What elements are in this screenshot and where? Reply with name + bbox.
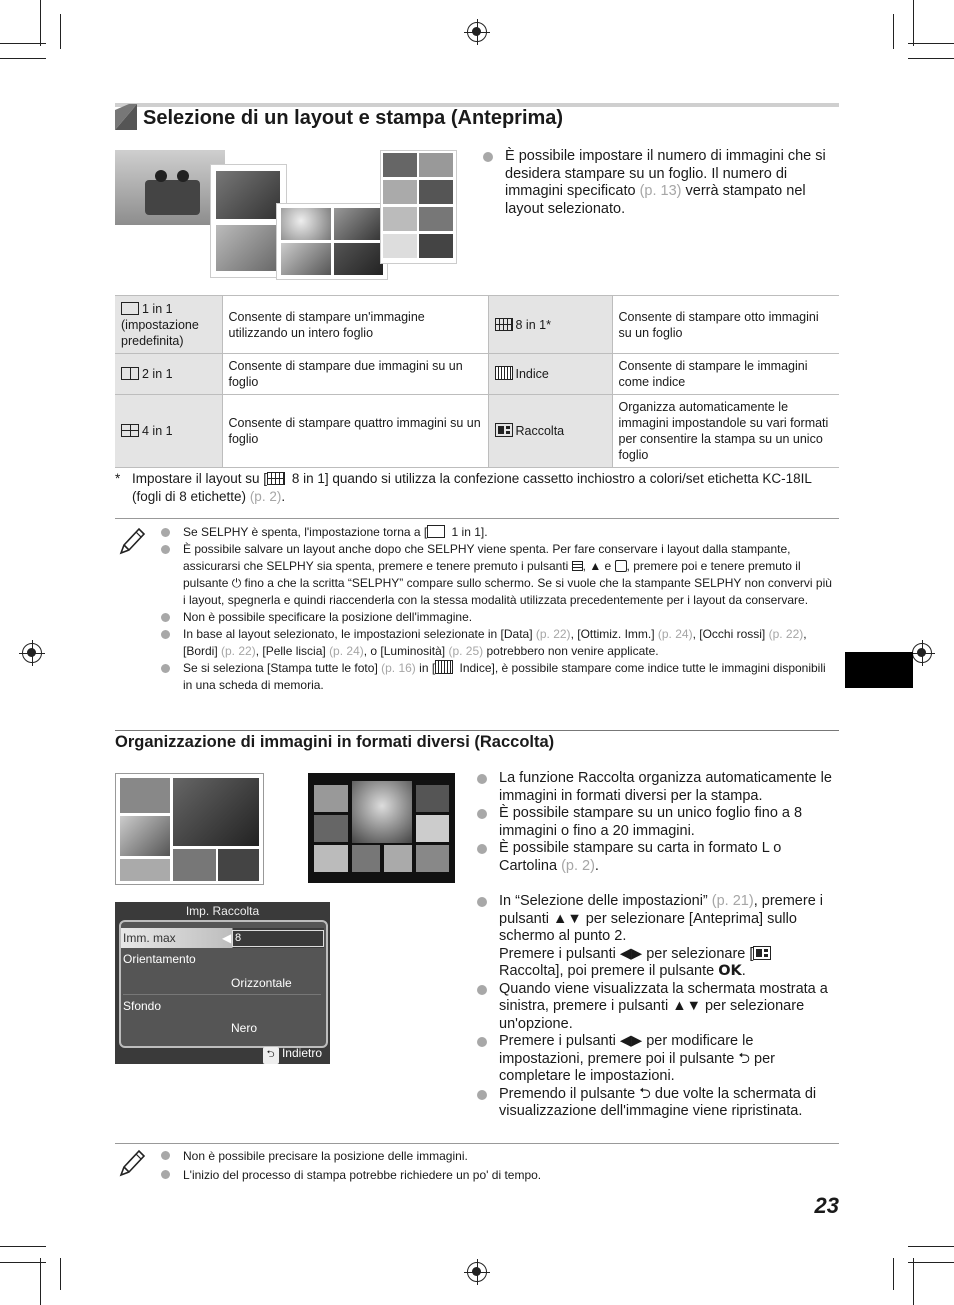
list-item [477,981,839,1034]
page-ref[interactable]: (p. 13) [639,183,682,199]
layout-option-index: Indice [488,354,612,395]
layout-4in1-icon [121,424,139,437]
left-arrow-icon[interactable]: ◀ [222,931,232,945]
crop-mark [913,1258,914,1305]
footnote-text: 8 in 1] quando si utilizza la confezione cassetto inchiostro a colori/set etichetta KC-18IL (fogli di 8 etichette) [132,471,812,504]
layout-8in1-icon [495,318,513,331]
note-text: , [582,559,590,573]
note-text: , [Bordi] [183,627,807,658]
title-corner-icon [115,104,137,130]
layout-option-8in1: 8 in 1* [488,296,612,354]
left-right-arrows-icon: ◀▶ [619,945,643,962]
chapter-tab [845,652,913,688]
instruction-text: per selezionare [Anteprima] sullo schermo al punto 2. [499,910,797,944]
list-item [477,893,839,981]
note-text: Non è possibile specificare la posizione dell'immagine. [183,610,473,624]
raccolta-sample-white [115,773,264,885]
section-divider [115,730,839,731]
intro-paragraph [483,148,833,218]
page-ref[interactable]: (p. 16) [381,661,416,675]
table-cell: Consente di stampare quattro immagini su un foglio [222,395,488,468]
notes-list [161,1147,837,1185]
bullet-icon [483,152,493,162]
bullet-icon [477,844,487,854]
table-row [115,395,839,468]
layout-table [115,295,839,468]
page-ref[interactable]: (p. 22) [221,644,256,658]
note-text: fino a che la scritta “SELPHY” compare sullo schermo. Se si vuole che la stampante SELPHY non convervi più i layout, spegnerla e quindi riaccenderla con la stessa modalità utilizzata precedentemente per i layout da conservare. [183,576,832,607]
lcd-row-value[interactable]: 8 [232,930,324,947]
pencil-note-icon [118,1148,146,1178]
bullet-icon [477,1037,487,1047]
note-text: , [Ottimiz. Imm.] [570,627,658,641]
footnote [115,470,841,506]
page-number: 23 [814,1193,839,1218]
table-cell: Consente di stampare le immagini come indice [612,354,839,395]
note-text: L'inizio del processo di stampa potrebbe richiedere un po' di tempo. [183,1168,542,1182]
footnote-marker: * [115,471,121,486]
list-item [161,660,837,694]
note-text: , [Pelle liscia] [255,644,330,658]
crop-mark [60,1258,61,1290]
instruction-text: Quando viene visualizzata la schermata mostrata a sinistra, premere i pulsanti [499,980,828,1014]
note-text: potrebbero non venire applicate. [483,644,659,658]
bullet-icon [161,613,170,622]
bullet-icon [161,630,170,639]
intro-text: verrà stampato nel layout selezionato. [505,183,806,217]
crop-mark [908,1246,954,1247]
crop-mark [908,1262,954,1263]
instruction-text: È possibile stampare su un unico foglio fino a 8 immagini o fino a 20 immagini. [499,805,803,839]
note-text: , [Occhi rossi] [692,627,769,641]
layout-sample-1in1 [115,150,225,225]
note-text: 1 in 1]. [448,525,488,539]
crop-mark [893,1258,894,1290]
layout-option-raccolta: Raccolta [488,395,612,468]
instruction-text: È possibile stampare su carta in formato L o Cartolina [499,840,782,874]
pencil-note-icon [118,526,146,556]
instruction-text: per selezionare [ [642,945,754,962]
divider [115,518,839,519]
registration-mark-icon [22,643,42,663]
menu-list-icon [572,561,583,571]
instruction-text: Premendo il pulsante [499,1085,640,1102]
list-item [477,770,839,805]
table-cell: Consente di stampare un'immagine utilizzando un intero foglio [222,296,488,354]
page-ref[interactable]: (p. 2) [249,489,282,504]
lcd-row-value[interactable]: Nero [231,1021,258,1035]
note-text: , premere poi e tenere premuto il pulsante [183,559,801,590]
registration-mark-icon [467,1262,487,1282]
crop-mark [60,14,61,49]
instruction-text: per completare le impostazioni. [499,1050,775,1084]
layout-option-2in1: 2 in 1 [115,354,222,395]
note-text: Se SELPHY è spenta, l'impostazione torna a [ [183,525,428,539]
bullet-icon [161,528,170,537]
note-text: Indice], è possibile stampare come indice tutte le immagini disponibili in una scheda di memoria. [183,661,826,692]
raccolta-instructions [477,770,839,1121]
note-text: Se si seleziona [Stampa tutte le foto] [183,661,382,675]
layout-8in1-icon [267,472,285,485]
back-arrow-icon: ⮌ [639,1085,651,1102]
bullet-icon [477,1090,487,1100]
layout-raccolta-icon [753,946,771,960]
bullet-icon [161,1170,170,1179]
instruction-text: La funzione Raccolta organizza automaticamente le immagini in formati diversi per la stampa. [499,770,832,804]
footnote-text: . [281,489,286,504]
page-ref[interactable]: (p. 24) [657,627,693,641]
list-item [477,805,839,840]
divider [115,1143,839,1144]
list-item [161,609,837,626]
bullet-icon [161,1151,170,1160]
crop-mark [0,58,46,59]
layout-1in1-icon [121,302,139,315]
instruction-text: per modificare le impostazioni, premere poi il pulsante [499,1033,754,1067]
layout-index-icon [495,366,513,380]
list-item [161,524,837,541]
list-item [477,1086,839,1121]
layout-2in1-icon [121,367,139,380]
table-row [115,296,839,354]
list-item [161,1147,837,1166]
lcd-row-selected[interactable] [121,928,324,948]
layout-index-icon [435,660,453,674]
section-title: Organizzazione di immagini in formati diversi (Raccolta) [115,733,555,751]
layout-sample-8in1 [380,150,457,264]
list-item [161,541,837,609]
lcd-row-label[interactable]: Orientamento [123,952,196,966]
left-right-arrows-icon: ◀▶ [619,1033,643,1049]
page-title: Selezione di un layout e stampa (Anteprima) [143,107,564,129]
note-text: È possibile salvare un layout anche dopo che SELPHY viene spenta. Per fare conservare i layout dalla stampante, assicurarsi che SELPHY sia spenta, premere e tenere premuto i pulsanti [183,542,791,573]
back-arrow-icon: ⮌ [263,1047,279,1064]
page-ref[interactable]: (p. 21) [711,893,754,909]
ok-button-label: OK [718,963,742,979]
instruction-text: Premere i pulsanti [499,945,620,962]
lcd-screen [115,902,330,1064]
table-cell: Consente di stampare otto immagini su un foglio [612,296,839,354]
list-item [161,626,837,660]
instruction-text: per selezionare un'opzione. [499,998,805,1032]
lcd-divider [123,994,321,995]
layout-sample-4in1 [276,203,388,280]
registration-mark-icon [467,22,487,42]
lcd-row-value[interactable]: Orizzontale [231,976,292,990]
print-icon [615,560,627,572]
intro-text: È possibile impostare il numero di immagini che si desidera stampare su un foglio. Il numero di immagini specificato [505,148,826,199]
bullet-icon [477,897,487,907]
lcd-settings-panel [119,920,328,1048]
lcd-title: Imp. Raccolta [185,904,260,918]
table-row [115,354,839,395]
registration-mark-icon [912,643,932,663]
instruction-text: Premere i pulsanti [499,1033,620,1049]
layout-1in1-icon [427,525,445,538]
page-ref[interactable]: (p. 24) [329,644,364,658]
lcd-row-label[interactable]: Sfondo [123,999,162,1013]
crop-mark [908,58,954,59]
instruction-text: . [741,963,746,979]
crop-mark [40,1258,41,1305]
bullet-icon [477,985,487,995]
table-cell: Organizza automaticamente le immagini impostandole su vari formati per consentire la stampa su un unico foglio [612,395,839,468]
page-ref[interactable]: (p. 2) [561,857,595,874]
footnote-text: Impostare il layout su [ [132,471,268,486]
instruction-text: . [594,857,599,874]
crop-mark [893,14,894,49]
list-item [477,1033,839,1086]
page-ref[interactable]: (p. 25) [448,644,484,658]
crop-mark [0,1246,46,1247]
list-item [477,840,839,875]
power-icon: ⏻ [231,576,242,590]
layout-option-4in1: 4 in 1 [115,395,222,468]
instruction-text: , premere i pulsanti [499,893,824,927]
crop-mark [40,0,41,46]
note-text: , o [Luminosità] [363,644,449,658]
crop-mark [913,0,914,46]
instruction-text: Raccolta], poi premere il pulsante [499,963,719,979]
layout-option-1in1: 1 in 1 (impostazione predefinita) [115,296,222,354]
table-cell: Consente di stampare due immagini su un foglio [222,354,488,395]
up-down-arrows-icon: ▲▼ [553,910,582,927]
list-item [161,1166,837,1185]
bullet-icon [477,809,487,819]
page-ref[interactable]: (p. 22) [535,627,571,641]
instruction-text: due volte la schermata di visualizzazione dell'immagine viene ripristinata. [499,1085,817,1119]
crop-mark [908,43,954,44]
note-text: Non è possibile precisare la posizione delle immagini. [183,1149,468,1163]
up-down-arrows-icon: ▲▼ [672,998,701,1014]
bullet-icon [161,664,170,673]
crop-mark [0,1262,46,1263]
raccolta-sample-black [308,773,455,883]
back-arrow-icon: ⮌ [738,1050,750,1067]
note-text: e [601,559,615,573]
bullet-icon [161,545,170,554]
bullet-icon [477,774,487,784]
page-ref[interactable]: (p. 22) [768,627,804,641]
note-text: in [ [415,661,436,675]
lcd-back-button[interactable] [263,1046,322,1064]
notes-list [161,524,837,694]
up-arrow-icon: ▲ [589,559,602,573]
layout-raccolta-icon [495,423,513,437]
lcd-row-label: Imm. max [123,931,176,945]
instruction-text: In “Selezione delle impostazioni” [499,893,712,909]
note-text: In base al layout selezionato, le impostazioni selezionate in [Data] [183,627,536,641]
lcd-back-label: Indietro [281,1046,322,1060]
